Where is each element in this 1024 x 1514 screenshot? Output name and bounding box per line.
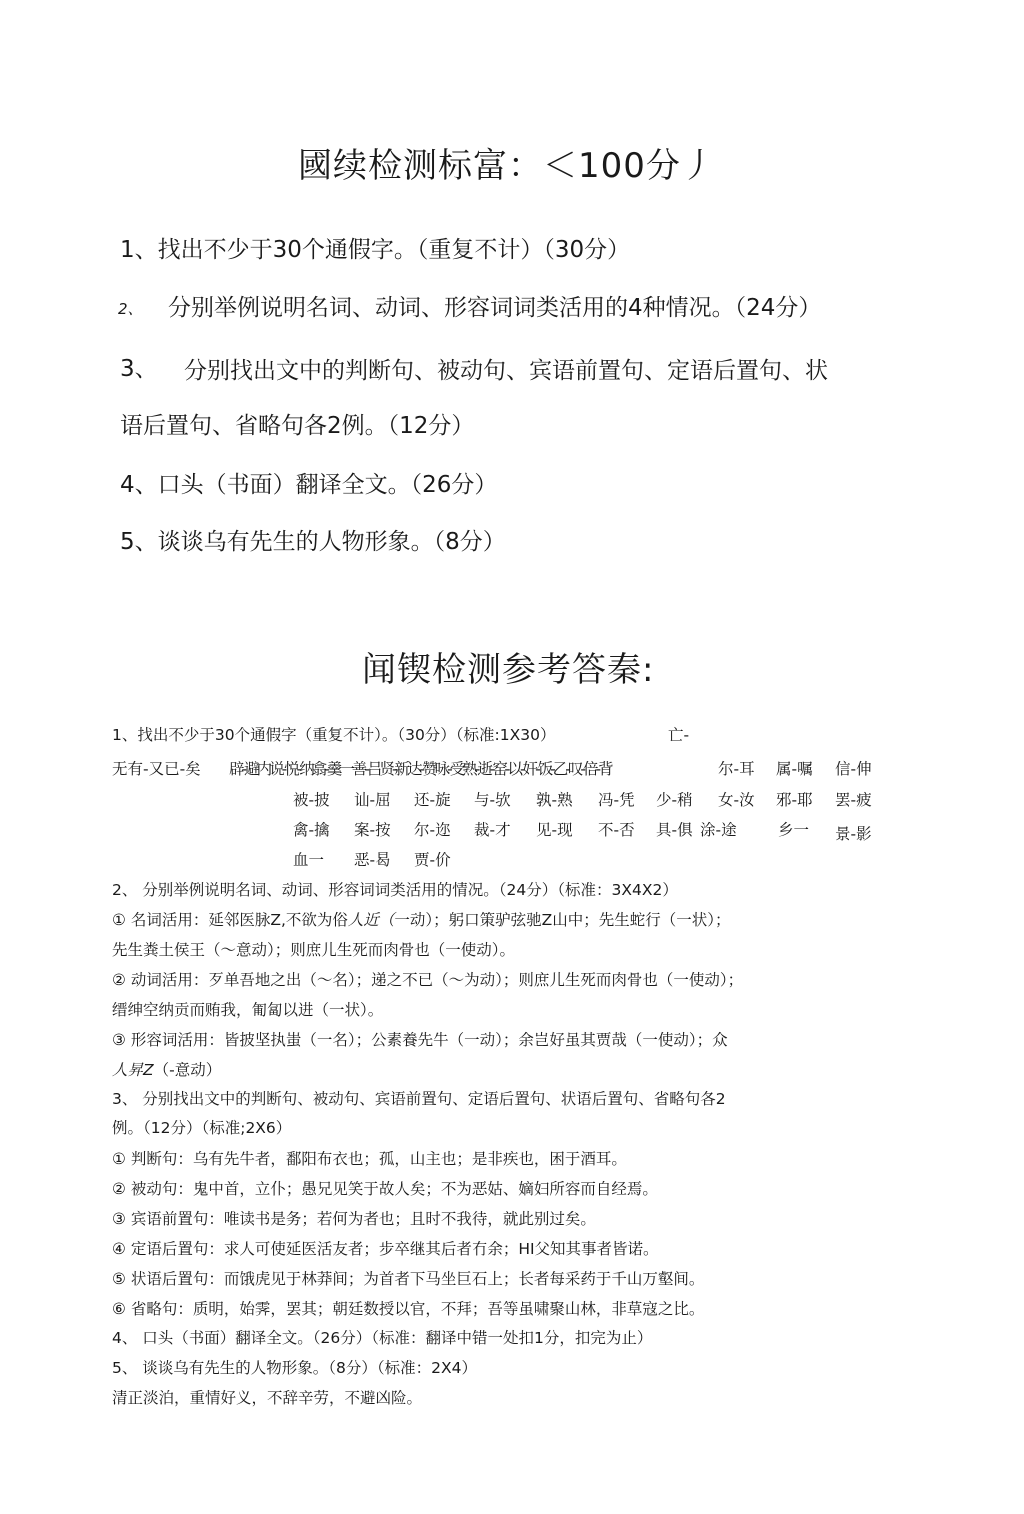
question-2-text: 分别举例说明名词、动词、形容词词类活用的4种情况。（24分）	[168, 295, 822, 321]
pair: 信-伸	[835, 760, 872, 778]
question-1: 1、找出不少于30个通假字。（重复不计）（30分）	[120, 237, 631, 263]
answer-2-line1-rest: 一动）；躬口策驴弦驰Z山中；先生蛇行（一状）；	[394, 911, 731, 929]
answer-4: 4、 口头（书面）翻译全文。（26分）（标准：翻译中错一处扣1分，扣完为止）	[112, 1329, 653, 1347]
pair: 少-稍	[656, 791, 693, 809]
answer-3-item: ④ 定语后置句：求人可使延医活友者；步卒继其后者冇余；HI父知其事者皆诺。	[112, 1240, 659, 1258]
pair: 邪-耶	[776, 791, 813, 809]
answers-title: 闻锲检测参考答秦:	[362, 650, 655, 690]
answer-2-line2: 先生粪土侯王（～意动）；则庶儿生死而肉骨也（一使动）。	[112, 941, 516, 959]
answer-2-header: 2、 分别举例说明名词、动词、形容词词类活用的情况。（24分）（标准：3X4X2）	[112, 881, 678, 899]
question-3-text-cont: 语后置句、省略句各2例。（12分）	[120, 413, 475, 439]
pair: 属-嘱	[776, 760, 813, 778]
answer-2-line1	[112, 908, 731, 930]
answer-3-item: ① 判断句：乌有先牛者，鄱阳布衣也；孤，山主也；是非疾也，困于酒耳。	[112, 1150, 627, 1168]
pair: 景-影	[835, 825, 872, 843]
answer-3-item: ② 被动句：鬼中首，立仆；愚兄见笑于故人矣；不为恶姑、嫡妇所容而自经焉。	[112, 1180, 658, 1198]
pair: 孰-熟	[536, 791, 573, 809]
pair: 裁-才	[474, 821, 511, 839]
pair: 案-按	[354, 821, 391, 839]
pair: 贾-价	[414, 851, 451, 869]
answer-2-line3: ② 动词活用：歹单吾地之出（～名）；递之不已（～为动）；则庶儿生死而肉骨也（一使动）；	[112, 971, 744, 989]
answer-5-body: 清正淡泊，重情好义，不辞辛劳，不避凶险。	[112, 1389, 423, 1407]
pair: 被-披	[293, 791, 330, 809]
question-5: 5、谈谈乌有先生的人物形象。（8分）	[120, 529, 506, 555]
pair: 与-欤	[474, 791, 511, 809]
question-3-number: 3、	[120, 356, 158, 382]
answer-3-item: ③ 宾语前置句：唯读书是务；若何为者也；且时不我待，就此别过矣。	[112, 1210, 596, 1228]
answer-2-line6-italic: 人昇Z	[112, 1061, 154, 1079]
question-4: 4、口头（书面）翻译全文。（26分）	[120, 472, 498, 498]
page-title: 國续检测标富：＜100分丿	[298, 146, 716, 186]
answer-2-line4: 缙绅空纳贡而贿我，匍匐以进（一状）。	[112, 1001, 384, 1019]
pair: 血一	[293, 851, 325, 869]
question-3-text: 分别找出文中的判断句、被动句、宾语前置句、定语后置句、状	[184, 358, 828, 384]
question-2-number: 2、	[118, 300, 143, 318]
pair: 还-旋	[414, 791, 451, 809]
answer-1-header: 1、找出不少于30个通假字（重复不计）。（30分）（标准:1X30）	[112, 726, 556, 744]
answer-3-header: 3、 分别找出文中的判断句、被动句、宾语前置句、定语后置句、状语后置句、省略句各2	[112, 1090, 726, 1108]
pair: 涂-途	[700, 821, 737, 839]
pair: 恶-曷	[354, 851, 391, 869]
pair: 罢-疲	[835, 791, 872, 809]
answer-2-line6	[112, 1058, 221, 1080]
pair: 乡一	[778, 821, 810, 839]
answer-3-header-cont: 例。（12分）（标准;2X6）	[112, 1119, 292, 1137]
pair: 讪-屈	[354, 791, 391, 809]
answer-2-line1-italic: 人近（	[347, 911, 395, 929]
pair: 女-汝	[718, 791, 755, 809]
pair: 尔-迩	[414, 821, 451, 839]
answer-2-line5: ③ 形容词活用：皆披坚执蚩（一名）；公素養先牛（一动）；余岂好虽其贾哉（一使动）；众	[112, 1031, 728, 1049]
answer-1-header-tail: 亡-	[668, 726, 690, 744]
answer-5-header: 5、 谈谈乌有先生的人物形象。（8分）（标准：2X4）	[112, 1359, 477, 1377]
answer-3-item: ⑤ 状语后置句：而饿虎见于林莽间；为首者下马坐巨石上；长者每采药于千山万壑间。	[112, 1270, 705, 1288]
answer-3-item: ⑥ 省略句：质明，始霁，罢其；朝廷数授以官，不拜；吾等虽啸聚山林，非草寇之比。	[112, 1300, 705, 1318]
pair: 冯-凭	[598, 791, 635, 809]
answer-2-line6-rest: （-意动）	[153, 1061, 222, 1079]
answer-1-row1-lead: 无有-又已-矣	[112, 760, 201, 778]
pair: 尔-耳	[718, 760, 755, 778]
pair: 不-否	[598, 821, 635, 839]
pair: 见-现	[536, 821, 573, 839]
answer-2-line1-a: ① 名词活用：延邻医脉Z,不欲为俗	[112, 911, 348, 929]
answer-1-row1-overlap: 辟-避内说-悦-纳翕-羹一善-吕贤-新达-赞咏-受熟-逝-窑-以-奸-饭-乙-叹-倍-背	[229, 760, 611, 778]
pair: 禽-擒	[293, 821, 330, 839]
pair: 具-俱	[656, 821, 693, 839]
